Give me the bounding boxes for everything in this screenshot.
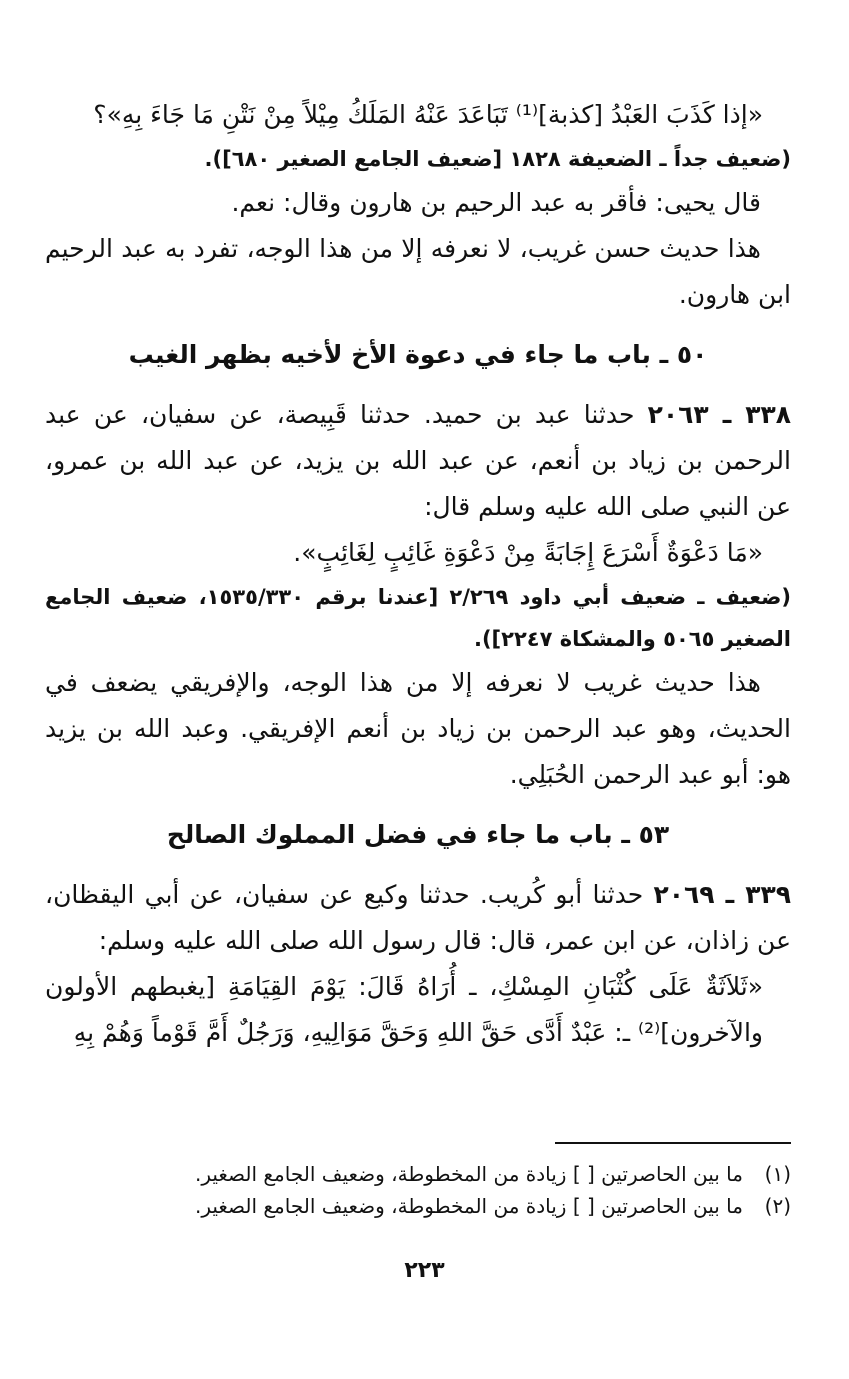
footnote-number: (١) [764,1162,791,1186]
hadith-number: ٣٣٩ ـ ٢٠٦٩ [653,880,792,909]
isnad-text: حدثنا أبو كُريب. حدثنا وكيع عن سفيان، عن أبي اليقظان، عن زاذان، عن ابن عمر، قال: قال رسول الله صلى الله عليه وسلم: [45,880,791,955]
hadith-number: ٣٣٨ ـ ٢٠٦٣ [647,400,792,429]
hadith-isnad [45,872,791,964]
footnote [45,1190,791,1222]
footnote [45,1158,791,1190]
footnotes [45,1158,791,1222]
chapter-heading: ٥٣ ـ باب ما جاء في فضل المملوك الصالح [166,820,670,849]
hadith-grade: (ضعيف جداً ـ الضعيفة ١٨٢٨ [ضعيف الجامع الصغير ٦٨٠]). [204,147,791,171]
author-comment: هذا حديث حسن غريب، لا نعرفه إلا من هذا الوجه، تفرد به عبد الرحيم ابن هارون. [45,234,791,309]
hadith-isnad [45,392,791,530]
page-number: ٢٢٣ [404,1258,445,1283]
hadith-text: «إذا كَذَبَ العَبْدُ [كذبة]⁽¹⁾ تَبَاعَدَ عَنْهُ المَلَكُ مِيْلاً مِنْ نَتْنِ مَا جَاءَ بِهِ»؟ [93,100,763,129]
narrator-remark: قال يحيى: فأقر به عبد الرحيم بن هارون وقال: نعم. [231,188,761,217]
page-body [45,92,791,1056]
author-comment: هذا حديث غريب لا نعرفه إلا من هذا الوجه، والإفريقي يضعف في الحديث، وهو عبد الرحمن بن زياد بن أنعم الإفريقي. وعبد الله بن يزيد هو: أبو عبد الرحمن الحُبَلِي. [45,668,791,789]
hadith-grade: (ضعيف ـ ضعيف أبي داود ٢/٢٦٩ [عندنا برقم ١٥٣٥/٣٣٠، ضعيف الجامع الصغير ٥٠٦٥ والمشكاة ٢٢٤٧]). [45,585,791,651]
footnote-divider [555,1142,791,1144]
hadith-text: «ثَلاَثَةٌ عَلَى كُثْبَانِ المِسْكِ، ـ أُرَاهُ قَالَ: يَوْمَ القِيَامَةِ [يغبطهم الأولون والآخرون]⁽²⁾ ـ: عَبْدٌ أَدَّى حَقَّ اللهِ وَحَقَّ مَوَالِيهِ، وَرَجُلٌ أَمَّ قَوْماً وَهُمْ بِهِ [45,972,763,1047]
footnote-text: ما بين الحاصرتين [ ] زيادة من المخطوطة، وضعيف الجامع الصغير. [194,1194,743,1218]
footnote-number: (٢) [764,1194,791,1218]
chapter-heading: ٥٠ ـ باب ما جاء في دعوة الأخ لأخيه بظهر الغيب [128,340,708,369]
hadith-text: «مَا دَعْوَةٌ أَسْرَعَ إِجَابَةً مِنْ دَعْوَةِ غَائِبٍ لِغَائِبٍ». [293,538,763,567]
isnad-text: حدثنا عبد بن حميد. حدثنا قَبِيصة، عن سفيان، عن عبد الرحمن بن زياد بن أنعم، عن عبد الله بن يزيد، عن عبد الله بن عمرو، عن النبي صلى الله عليه وسلم قال: [45,400,791,521]
footnote-text: ما بين الحاصرتين [ ] زيادة من المخطوطة، وضعيف الجامع الصغير. [194,1162,743,1186]
